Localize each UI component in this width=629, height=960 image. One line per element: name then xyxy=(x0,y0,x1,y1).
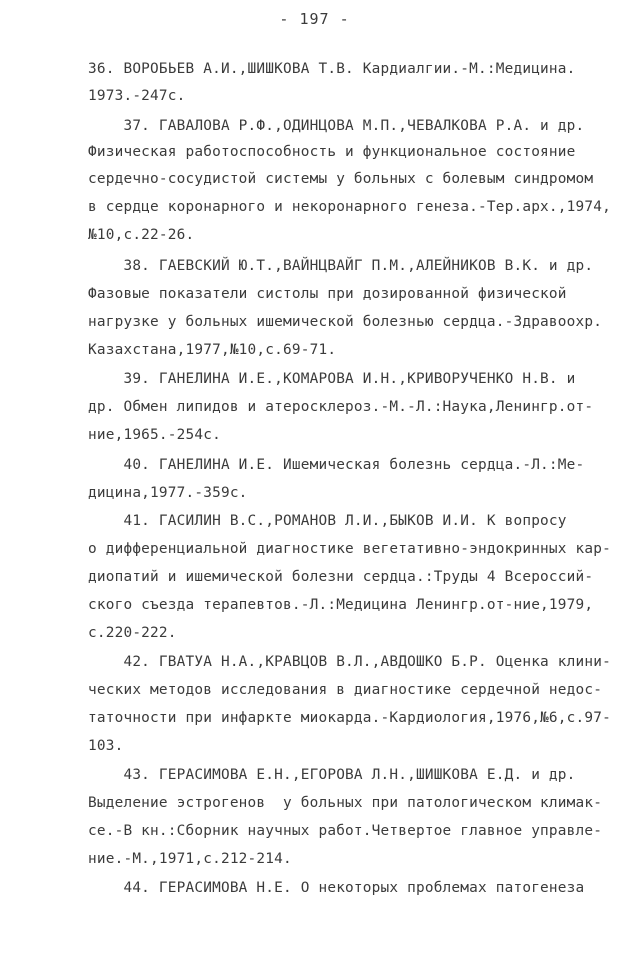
text-line: 44. ГЕРАСИМОВА Н.Е. О некоторых проблемах патогенеза xyxy=(88,880,585,896)
text-line: Физическая работоспособность и функциональное состояние xyxy=(88,144,576,160)
text-line: 40. ГАНЕЛИНА И.Е. Ишемическая болезнь сердца.-Л.:Ме- xyxy=(88,457,585,473)
page-number: - 197 - xyxy=(279,10,350,28)
text-line: 37. ГАВАЛОВА Р.Ф.,ОДИНЦОВА М.П.,ЧЕВАЛКОВА Р.А. и др. xyxy=(88,118,585,134)
text-line: ние.-М.,1971,с.212-214. xyxy=(88,851,292,867)
text-line: 43. ГЕРАСИМОВА Е.Н.,ЕГОРОВА Л.Н.,ШИШКОВА Е.Д. и др. xyxy=(88,767,576,783)
text-line: дицина,1977.-359с. xyxy=(88,485,248,501)
text-line: ского съезда терапевтов.-Л.:Медицина Ленингр.от-ние,1979, xyxy=(88,597,594,613)
text-line: с.220-222. xyxy=(88,625,177,641)
text-line: 41. ГАСИЛИН В.С.,РОМАНОВ Л.И.,БЫКОВ И.И. К вопросу xyxy=(88,513,567,529)
text-line: ческих методов исследования в диагностике сердечной недос- xyxy=(88,682,603,698)
text-line: ние,1965.-254с. xyxy=(88,427,221,443)
text-line: Выделение эстрогенов у больных при патологическом климак- xyxy=(88,795,603,811)
text-line: 39. ГАНЕЛИНА И.Е.,КОМАРОВА И.Н.,КРИВОРУЧЕНКО Н.В. и xyxy=(88,371,576,387)
text-line: 36. ВОРОБЬЕВ А.И.,ШИШКОВА Т.В. Кардиалгии.-М.:Медицина. xyxy=(88,61,576,77)
text-line: таточности при инфаркте миокарда.-Кардиология,1976,№6,с.97- xyxy=(88,710,611,726)
text-line: нагрузке у больных ишемической болезнью сердца.-Здравоохр. xyxy=(88,314,603,330)
text-line: 38. ГАЕВСКИЙ Ю.Т.,ВАЙНЦВАЙГ П.М.,АЛЕЙНИКОВ В.К. и др. xyxy=(88,258,594,274)
text-line: 42. ГВАТУА Н.А.,КРАВЦОВ В.Л.,АВДОШКО Б.Р. Оценка клини- xyxy=(88,654,611,670)
text-line: в сердце коронарного и некоронарного генеза.-Тер.арх.,1974, xyxy=(88,199,611,215)
text-line: др. Обмен липидов и атеросклероз.-М.-Л.:Наука,Ленингр.от- xyxy=(88,399,594,415)
text-line: 1973.-247с. xyxy=(88,88,186,104)
text-line: 103. xyxy=(88,738,124,754)
text-line: Казахстана,1977,№10,с.69-71. xyxy=(88,342,337,358)
text-line: сердечно-сосудистой системы у больных с болевым синдромом xyxy=(88,171,594,187)
text-line: о дифференциальной диагностике вегетативно-эндокринных кар- xyxy=(88,541,611,557)
text-line: №10,с.22-26. xyxy=(88,227,195,243)
text-line: диопатий и ишемической болезни сердца.:Труды 4 Всероссий- xyxy=(88,569,594,585)
text-line: Фазовые показатели систолы при дозированной физической xyxy=(88,286,567,302)
text-line: се.-В кн.:Сборник научных работ.Четвертое главное управле- xyxy=(88,823,603,839)
